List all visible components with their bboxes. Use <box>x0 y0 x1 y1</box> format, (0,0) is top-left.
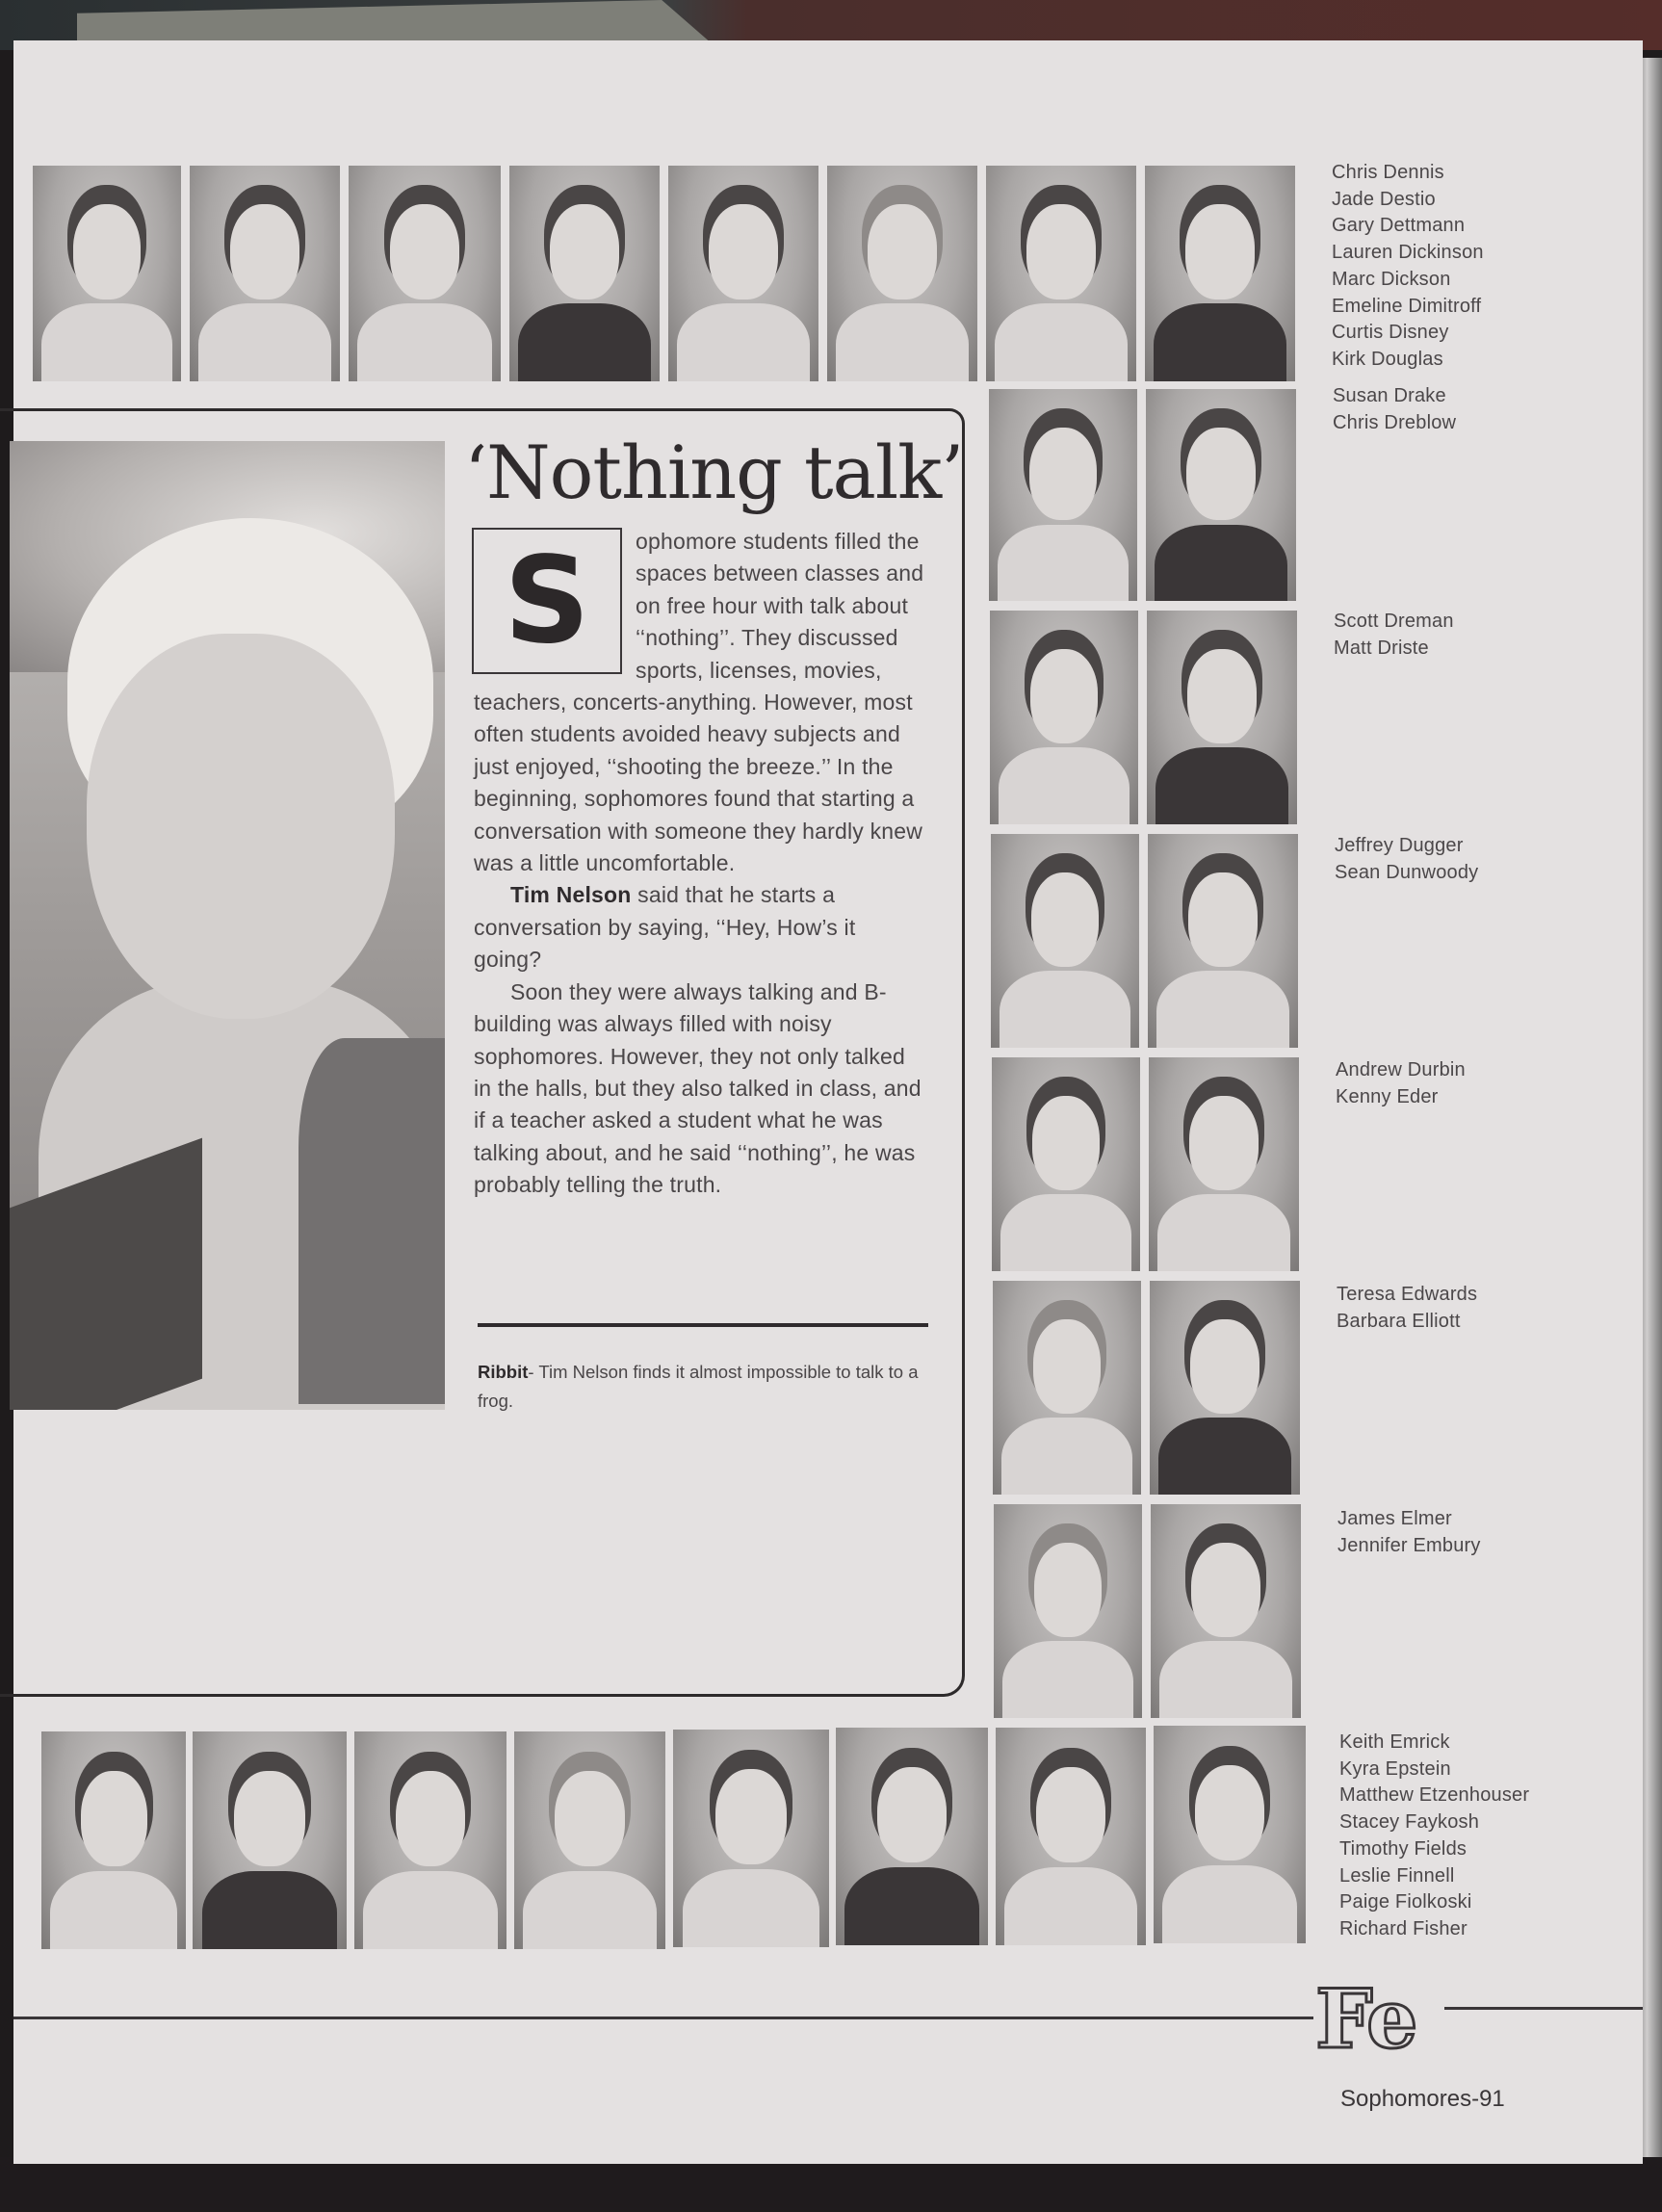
scan-page-edge <box>77 0 713 44</box>
pair-names <box>1334 609 1454 662</box>
footer-rule <box>13 2017 1313 2019</box>
footer-rule <box>1444 2007 1643 2010</box>
portrait-photo <box>33 166 181 381</box>
pair-names <box>1335 833 1478 886</box>
portrait-photo <box>827 166 977 381</box>
portrait-photo <box>673 1730 829 1947</box>
student-name: Jeffrey Dugger <box>1335 835 1464 856</box>
portrait-photo <box>509 166 660 381</box>
article-paragraph: ophomore students filled the spaces between classes and on free hour with talk about ‘‘nothing’’. They discussed sports, licenses, movies, teachers, concerts-anything. However, most often students avoided heavy subjects and just enjoyed, ‘‘shooting the breeze.’’ In the beginning, sophomores found that starting a conversation with someone they hardly knew was a little uncomfortable. <box>474 529 924 876</box>
student-name: Leslie Finnell <box>1339 1864 1455 1887</box>
portrait-photo <box>514 1731 665 1949</box>
student-name: Lauren Dickinson <box>1332 242 1484 264</box>
portrait-photo <box>1148 834 1298 1048</box>
student-name: Jade Destio <box>1332 188 1436 210</box>
portrait-photo <box>354 1731 506 1949</box>
student-name: Andrew Durbin <box>1336 1059 1466 1080</box>
section-letters-logo <box>1311 1974 1448 2057</box>
portrait-photo <box>1146 389 1296 601</box>
bottom-row-names <box>1339 1730 1529 1943</box>
student-name: Timothy Fields <box>1339 1837 1467 1860</box>
student-name: Jennifer Embury <box>1337 1534 1481 1556</box>
pair-names <box>1333 383 1456 436</box>
portrait-photo <box>993 1281 1141 1495</box>
student-name: Keith Emrick <box>1339 1731 1450 1753</box>
portrait-photo <box>1149 1057 1299 1271</box>
page-folio: Sophomores-91 <box>1340 2086 1505 2112</box>
student-name: James Elmer <box>1337 1508 1452 1529</box>
feature-article <box>474 526 926 1202</box>
student-name: Barbara Elliott <box>1337 1310 1461 1332</box>
section-letters: Fe <box>1315 1974 1416 2057</box>
portrait-photo <box>1145 166 1295 381</box>
student-name: Kyra Epstein <box>1339 1757 1451 1780</box>
student-name: Teresa Edwards <box>1337 1284 1478 1305</box>
caption-lead: Ribbit <box>478 1362 529 1382</box>
portrait-photo <box>994 1504 1142 1718</box>
student-name-highlight: Tim Nelson <box>510 882 632 908</box>
portrait-photo <box>991 834 1139 1048</box>
portrait-photo <box>1151 1504 1301 1718</box>
portrait-photo <box>836 1728 988 1945</box>
student-name: Richard Fisher <box>1339 1917 1467 1939</box>
student-name: Matthew Etzenhouser <box>1339 1784 1530 1807</box>
student-name: Gary Dettmann <box>1332 215 1466 237</box>
feature-title: ‘Nothing talk’ <box>464 429 964 515</box>
student-name: Paige Fiolkoski <box>1339 1891 1472 1913</box>
portrait-photo <box>349 166 501 381</box>
pair-names <box>1337 1506 1481 1559</box>
student-name: Curtis Disney <box>1332 322 1449 344</box>
portrait-photo <box>193 1731 347 1949</box>
pair-names <box>1337 1282 1477 1335</box>
portrait-photo <box>668 166 818 381</box>
portrait-photo <box>986 166 1136 381</box>
caption-text: - Tim Nelson finds it almost impossible to talk to a frog. <box>478 1362 919 1411</box>
student-name: Emeline Dimitroff <box>1332 295 1482 317</box>
portrait-photo <box>990 611 1138 824</box>
article-paragraph: said that he starts a conversation by saying, ‘‘Hey, How’s it going? <box>474 882 856 973</box>
portrait-photo <box>190 166 340 381</box>
portrait-photo <box>1150 1281 1300 1495</box>
student-name: Susan Drake <box>1333 385 1446 406</box>
student-name: Chris Dennis <box>1332 162 1444 183</box>
article-paragraph: Soon they were always talking and B-building was always filled with noisy sophomores. However, they not only talked in the halls, but they also talked in class, and if a teacher asked a student what he was talking about, and he said ‘‘nothing’’, he was probably telling the truth. <box>474 978 922 1198</box>
portrait-photo <box>992 1057 1140 1271</box>
student-name: Kirk Douglas <box>1332 348 1443 370</box>
portrait-photo <box>41 1731 186 1949</box>
student-name: Kenny Eder <box>1336 1085 1439 1107</box>
student-name: Sean Dunwoody <box>1335 861 1479 883</box>
student-name: Matt Driste <box>1334 637 1429 659</box>
photo-caption <box>478 1358 930 1416</box>
student-name: Marc Dickson <box>1332 268 1451 290</box>
pair-names <box>1336 1057 1466 1110</box>
scan-border-bottom <box>0 2157 1662 2212</box>
drop-cap: S <box>472 528 622 674</box>
top-row-names <box>1332 160 1484 374</box>
student-name: Stacey Faykosh <box>1339 1811 1480 1834</box>
portrait-photo <box>1147 611 1297 824</box>
portrait-photo <box>1154 1726 1306 1943</box>
feature-photo <box>10 441 445 1410</box>
portrait-photo <box>996 1728 1146 1945</box>
portrait-photo <box>989 389 1137 601</box>
student-name: Scott Dreman <box>1334 611 1454 632</box>
student-name: Chris Dreblow <box>1333 411 1457 433</box>
caption-rule <box>478 1323 928 1327</box>
